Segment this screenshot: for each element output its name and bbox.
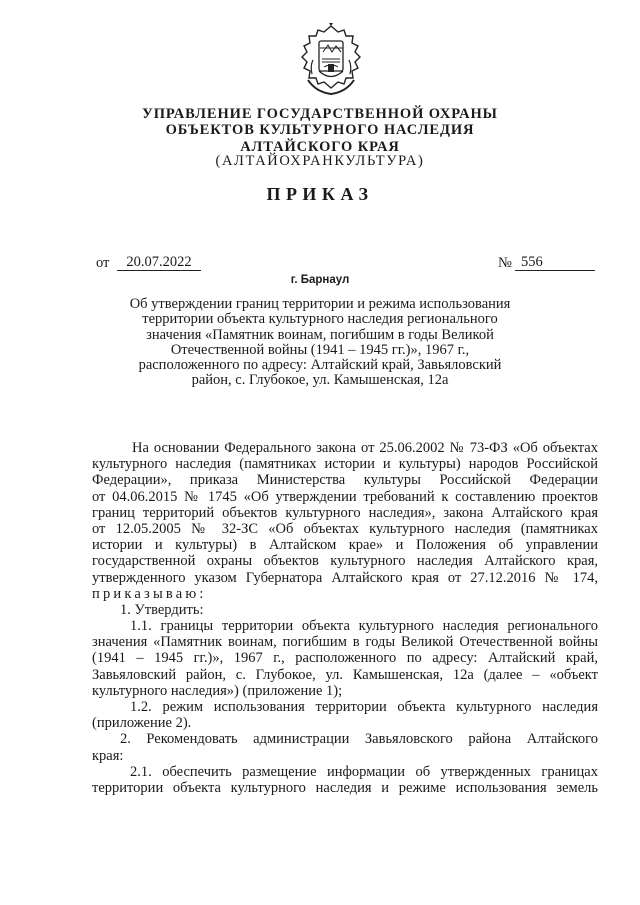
coat-of-arms-emblem — [296, 22, 366, 98]
subject-line: Об утверждении границ территории и режима использования — [129, 296, 511, 312]
order-directive-word: приказываю: — [92, 585, 207, 602]
document-body — [92, 440, 598, 796]
item-2-line: края: — [92, 747, 124, 764]
subject-line: расположенного по адресу: Алтайский край, Завьяловский — [138, 357, 502, 374]
item-1-1-line: культурного наследия») (приложение 1); — [92, 682, 343, 699]
body-line: от 12.05.2005 № 32-ЗС «Об объектах культурного наследия (памятниках — [92, 520, 598, 537]
item-2-1-line: территории объекта культурного наследия и режиме использования земель — [92, 779, 598, 796]
item-1-1-line: (1941 – 1945 гг.)», 1967 г., расположенного по адресу: Алтайский край, — [92, 650, 598, 667]
number-label: № — [498, 255, 512, 271]
subject-line: Отечественной войны (1941 – 1945 гг.)», 1967 г., — [170, 341, 470, 358]
agency-title-line-3: АЛТАЙСКОГО КРАЯ — [240, 139, 400, 155]
agency-title-line-1: УПРАВЛЕНИЕ ГОСУДАРСТВЕННОЙ ОХРАНЫ — [142, 106, 498, 122]
item-1-2-line: (приложение 2). — [92, 715, 192, 732]
item-2-1-line: 2.1. обеспечить размещение информации об утвержденных границах — [130, 763, 598, 780]
order-date: 20.07.2022 — [117, 255, 201, 271]
subject-line: территории объекта культурного наследия регионального — [142, 311, 498, 328]
body-line: На основании Федерального закона от 25.06.2002 № 73-ФЗ «Об объектах — [132, 440, 598, 456]
body-line: культурного наследия (памятниках истории и культуры) народов Российской — [92, 456, 598, 473]
item-1-1-line: Завьяловский район, с. Глубокое, ул. Камышенская, 12а (далее – «объект — [92, 666, 598, 683]
document-type-title: ПРИКАЗ — [266, 184, 374, 204]
agency-title-line-2: ОБЪЕКТОВ КУЛЬТУРНОГО НАСЛЕДИЯ — [165, 122, 475, 138]
body-line: Федерации», приказа Министерства культуры Российской Федерации — [92, 472, 598, 489]
body-line: границ территорий объектов культурного наследия», закона Алтайского края — [92, 504, 598, 521]
date-label: от — [96, 255, 110, 271]
item-1-1-line: значения «Памятник воинам, погибшим в годы Великой Отечественной войны — [92, 634, 598, 651]
item-2-line: 2. Рекомендовать администрации Завьяловского района Алтайского — [120, 731, 598, 748]
subject-line: район, с. Глубокое, ул. Камышенская, 12а — [191, 372, 449, 389]
item-1-2-line: 1.2. режим использования территории объекта культурного наследия — [130, 699, 598, 715]
body-line: от 04.06.2015 № 1745 «Об утверждении требований к составлению проектов — [92, 488, 598, 505]
body-line: государственной охраны объектов культурного наследия Алтайского края, — [92, 553, 598, 570]
order-subject — [0, 297, 640, 389]
body-line: утвержденного указом Губернатора Алтайского края от 27.12.2016 № 174, — [92, 569, 598, 586]
city-name: г. Барнаул — [290, 274, 350, 286]
body-line: истории и культуры) в Алтайском крае» и Положения об управлении — [92, 537, 598, 554]
order-number: 556 — [515, 255, 595, 271]
subject-line: значения «Памятник воинам, погибшим в годы Великой — [146, 326, 494, 343]
item-1-1-line: 1.1. границы территории объекта культурного наследия регионального — [130, 618, 598, 635]
item-1: 1. Утвердить: — [120, 601, 204, 618]
agency-short-name: (АЛТАЙОХРАНКУЛЬТУРА) — [215, 153, 425, 169]
